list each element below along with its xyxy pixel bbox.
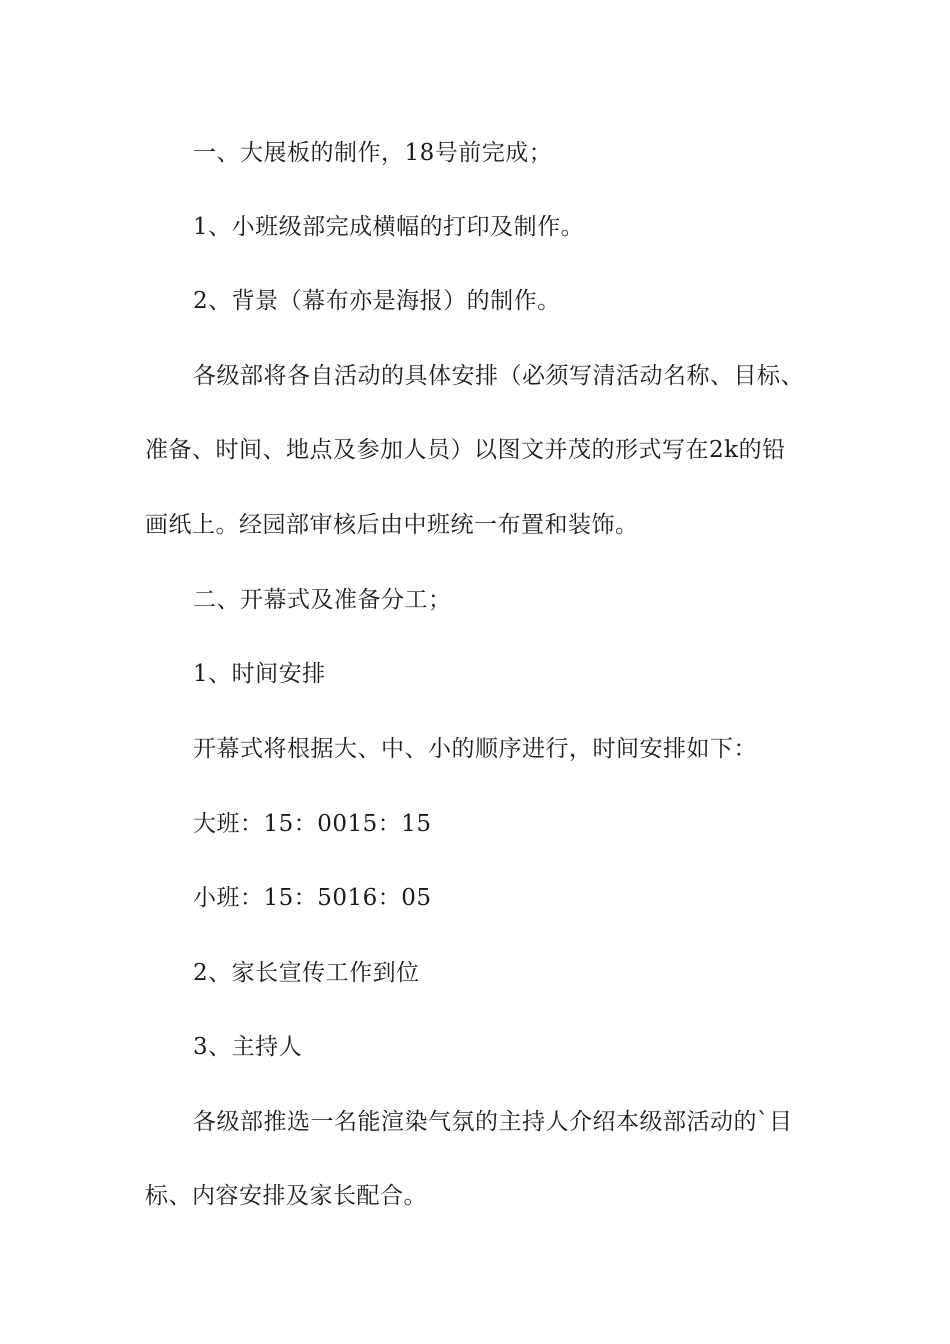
paragraph-line: 准备、时间、地点及参加人员）以图文并茂的形式写在2k的铅 <box>145 437 786 463</box>
heading-section-two: 二、开幕式及准备分工； <box>193 587 452 613</box>
paragraph-line: 大班：15：0015：15 <box>193 811 432 837</box>
paragraph-line: 开幕式将根据大、中、小的顺序进行，时间安排如下： <box>193 736 757 762</box>
paragraph-line: 标、内容安排及家长配合。 <box>145 1183 427 1209</box>
paragraph-line: 1、时间安排 <box>193 661 326 687</box>
paragraph-line: 小班：15：5016：05 <box>193 885 432 911</box>
heading-section-one: 一、大展板的制作，18号前完成； <box>193 140 553 166</box>
paragraph-line: 2、背景（幕布亦是海报）的制作。 <box>193 288 561 314</box>
paragraph-line: 各级部将各自活动的具体安排（必须写清活动名称、目标、 <box>193 363 804 389</box>
paragraph-line: 2、家长宣传工作到位 <box>193 960 420 986</box>
paragraph-line: 1、小班级部完成横幅的打印及制作。 <box>193 214 585 240</box>
paragraph-line: 各级部推选一名能渲染气氛的主持人介绍本级部活动的`目 <box>193 1109 793 1135</box>
paragraph-line: 3、主持人 <box>193 1034 303 1060</box>
paragraph-line: 画纸上。经园部审核后由中班统一布置和装饰。 <box>145 512 639 538</box>
